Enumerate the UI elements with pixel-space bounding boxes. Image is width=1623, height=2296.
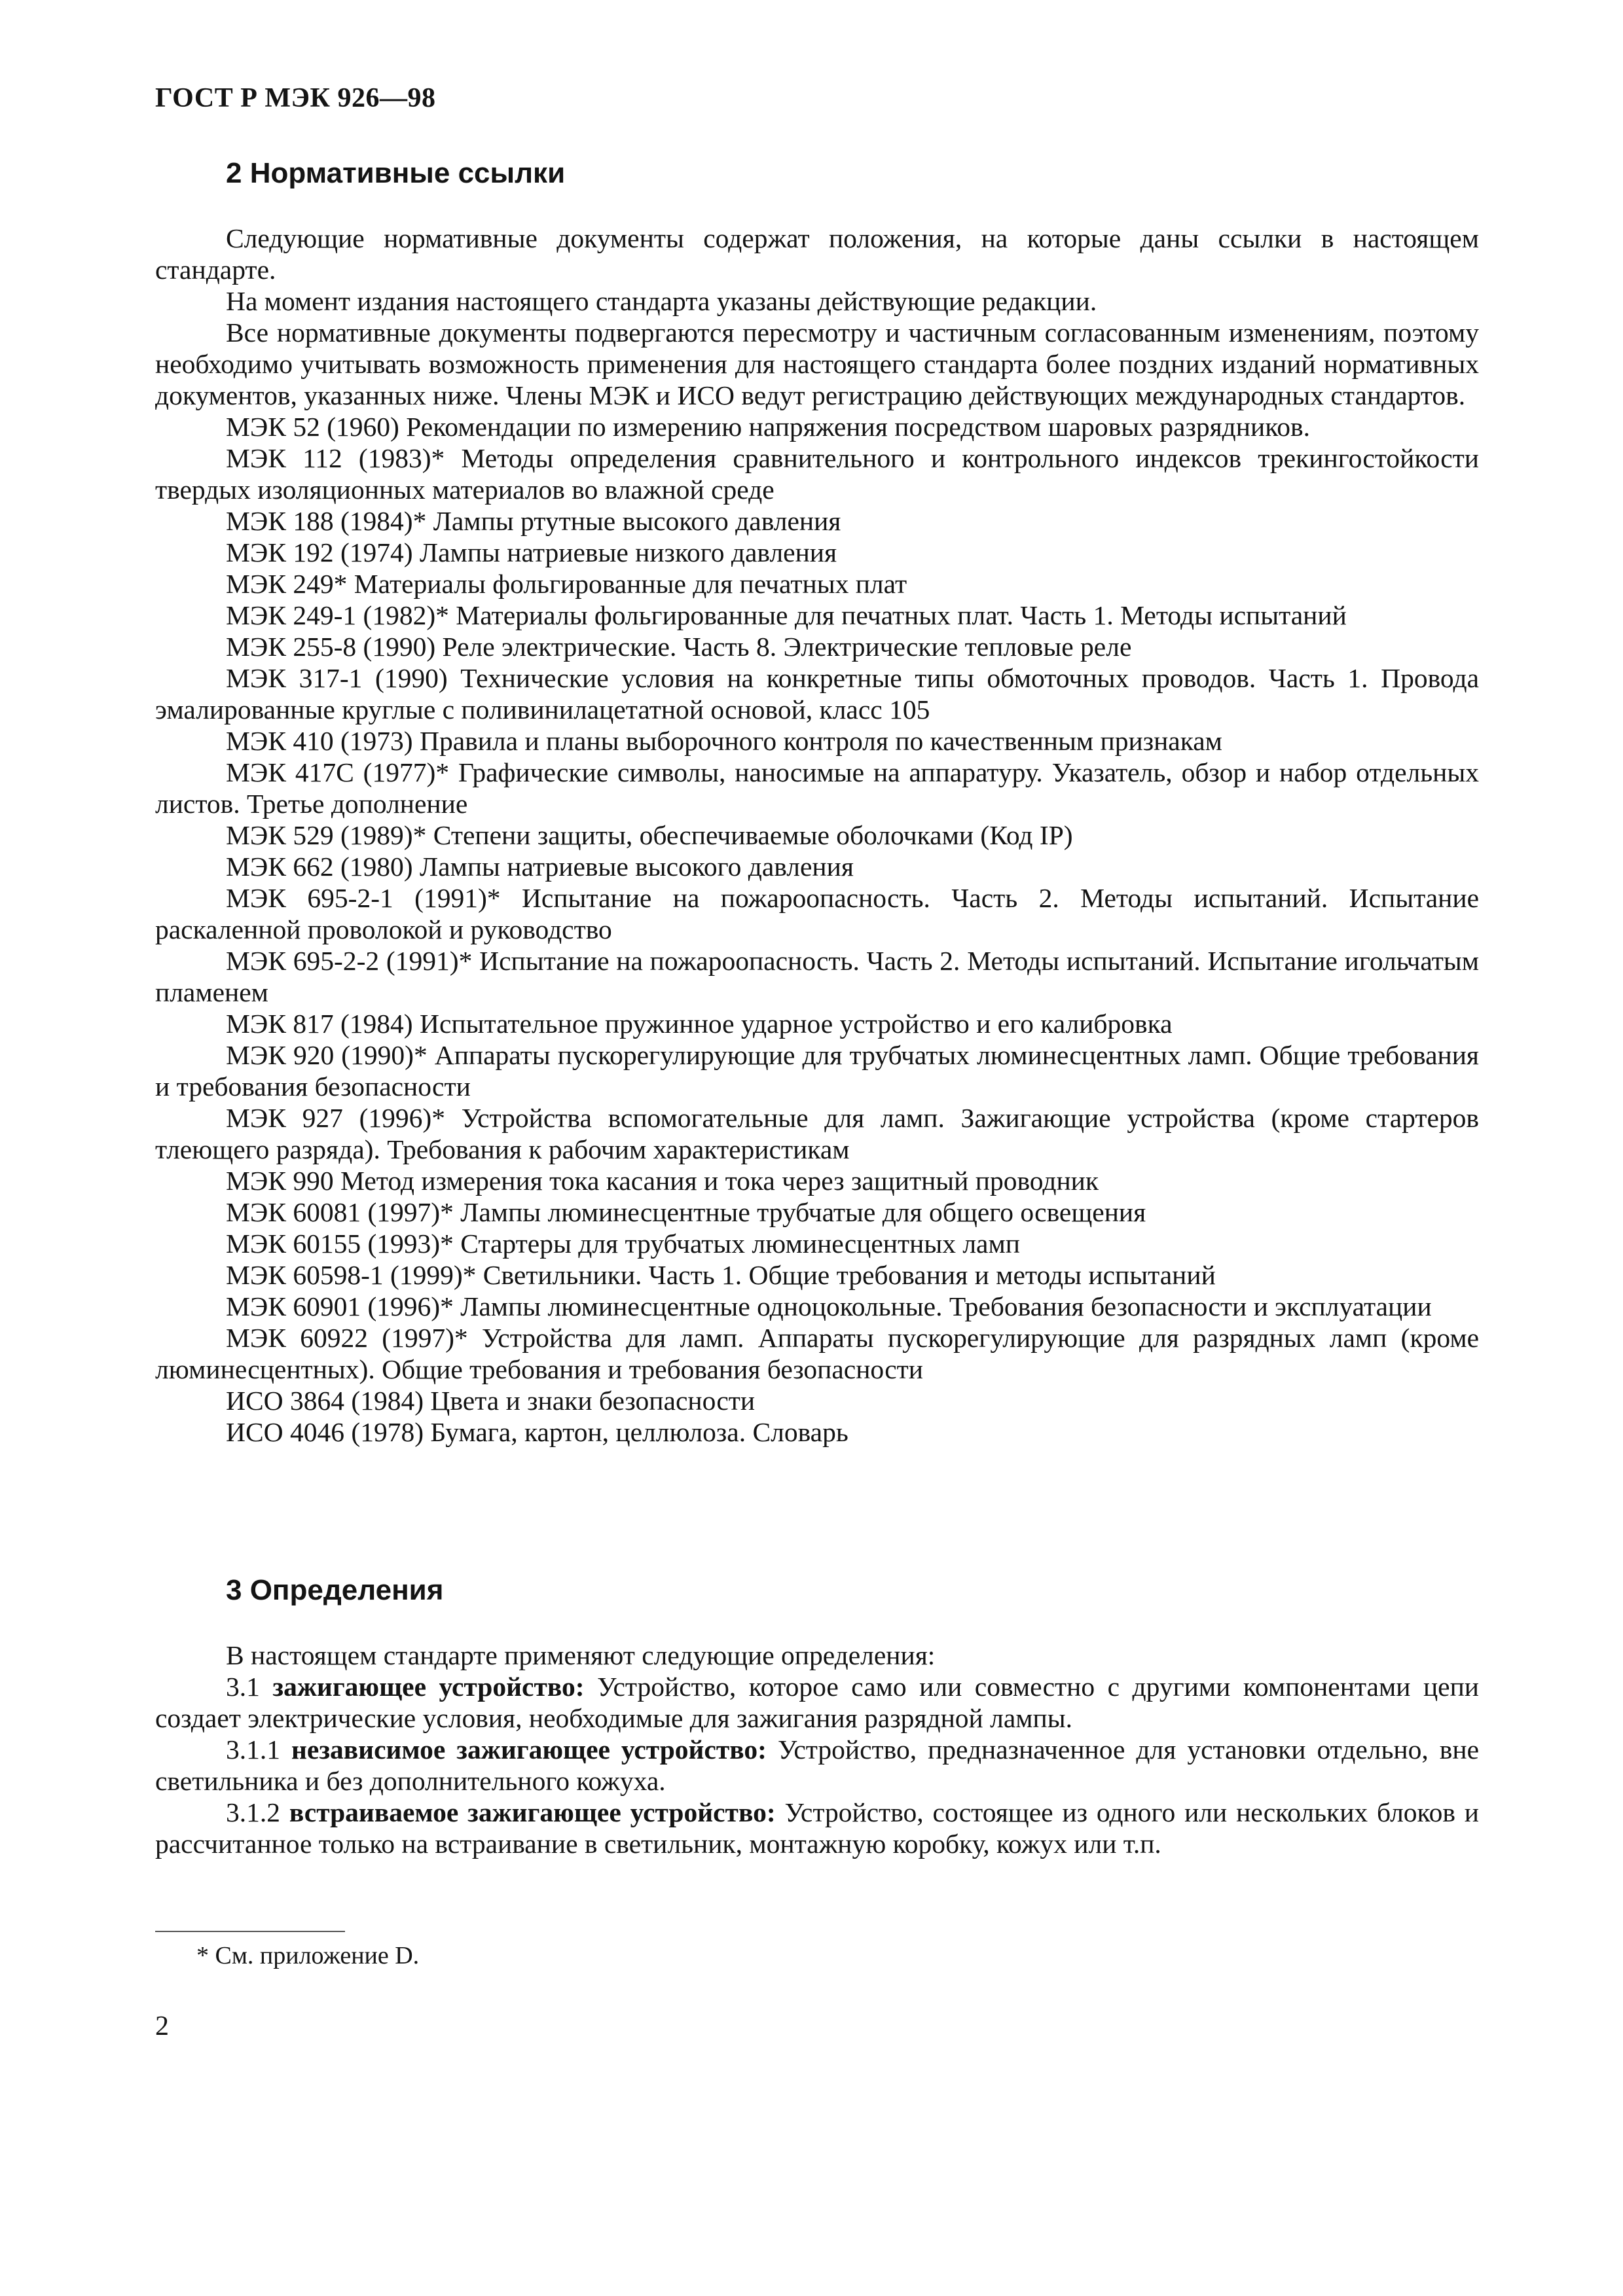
reference-item: МЭК 188 (1984)* Лампы ртутные высокого давления bbox=[226, 506, 841, 536]
reference-item: МЭК 317-1 (1990) Технические условия на конкретные типы обмоточных проводов. Часть 1. Провода эмалированные круглые с поливинилацетатной основой, класс 105 bbox=[155, 663, 1479, 725]
reference-item: МЭК 927 (1996)* Устройства вспомогательные для ламп. Зажигающие устройства (кроме стартеров тлеющего разряда). Требования к рабочим характеристикам bbox=[155, 1103, 1479, 1164]
reference-item: МЭК 60155 (1993)* Стартеры для трубчатых люминесцентных ламп bbox=[226, 1229, 1020, 1259]
definition-number: 3.1 bbox=[226, 1672, 260, 1702]
page-number: 2 bbox=[155, 2011, 169, 2041]
reference-item: МЭК 695-2-2 (1991)* Испытание на пожароопасность. Часть 2. Методы испытаний. Испытание игольчатым пламенем bbox=[155, 946, 1479, 1007]
reference-item: МЭК 817 (1984) Испытательное пружинное ударное устройство и его калибровка bbox=[226, 1009, 1173, 1039]
definition-item bbox=[155, 1671, 1479, 1734]
reference-item: МЭК 112 (1983)* Методы определения сравнительного и контрольного индексов трекингостойкости твердых изоляционных материалов во влажной среде bbox=[155, 443, 1479, 505]
section-2-body bbox=[155, 223, 1479, 1448]
definition-term: зажигающее устройство: bbox=[272, 1672, 585, 1702]
reference-item: МЭК 249-1 (1982)* Материалы фольгированные для печатных плат. Часть 1. Методы испытаний bbox=[226, 600, 1347, 630]
paragraph: Все нормативные документы подвергаются пересмотру и частичным согласованным изменениям, поэтому необходимо учитывать возможность применения для настоящего стандарта более поздних изданий нормативных документов, указанных ниже. Члены МЭК и ИСО ведут регистрацию действующих международных стандартов. bbox=[155, 317, 1479, 410]
section-3-body bbox=[155, 1640, 1479, 1859]
definition-text: Устройство, которое само или совместно с другими компонентами цепи создает электрические условия, необходимые для зажигания разрядной лампы. bbox=[155, 1672, 1479, 1733]
definition-number: 3.1.1 bbox=[226, 1734, 280, 1765]
reference-item: МЭК 417С (1977)* Графические символы, наносимые на аппаратуру. Указатель, обзор и набор отдельных листов. Третье дополнение bbox=[155, 757, 1479, 819]
reference-item: МЭК 410 (1973) Правила и планы выборочного контроля по качественным признакам bbox=[226, 726, 1222, 756]
footnote: * См. приложение D. bbox=[196, 1942, 420, 1969]
section-2-title: 2 Нормативные ссылки bbox=[226, 157, 566, 189]
paragraph: На момент издания настоящего стандарта указаны действующие редакции. bbox=[226, 286, 1097, 316]
paragraph: Следующие нормативные документы содержат положения, на которые даны ссылки в настоящем стандарте. bbox=[155, 223, 1479, 285]
definition-number: 3.1.2 bbox=[226, 1797, 280, 1827]
reference-item: МЭК 52 (1960) Рекомендации по измерению напряжения посредством шаровых разрядников. bbox=[226, 412, 1310, 442]
reference-item: МЭК 60901 (1996)* Лампы люминесцентные одноцокольные. Требования безопасности и эксплуатации bbox=[226, 1291, 1432, 1321]
reference-item: МЭК 662 (1980) Лампы натриевые высокого давления bbox=[226, 852, 854, 882]
definition-item bbox=[155, 1797, 1479, 1859]
reference-item: ИСО 3864 (1984) Цвета и знаки безопасности bbox=[226, 1386, 756, 1416]
reference-item: МЭК 529 (1989)* Степени защиты, обеспечиваемые оболочками (Код IP) bbox=[226, 820, 1073, 850]
reference-item: МЭК 255-8 (1990) Реле электрические. Часть 8. Электрические тепловые реле bbox=[226, 632, 1132, 662]
reference-item: МЭК 249* Материалы фольгированные для печатных плат bbox=[226, 569, 907, 599]
paragraph: В настоящем стандарте применяют следующие определения: bbox=[226, 1640, 936, 1670]
definition-term: независимое зажигающее устройство: bbox=[291, 1734, 767, 1765]
reference-item: МЭК 60081 (1997)* Лампы люминесцентные трубчатые для общего освещения bbox=[226, 1197, 1146, 1227]
reference-item: МЭК 60922 (1997)* Устройства для ламп. Аппараты пускорегулирующие для разрядных ламп (кроме люминесцентных). Общие требования и требования безопасности bbox=[155, 1323, 1479, 1384]
definition-text: Устройство, состоящее из одного или нескольких блоков и рассчитанное только на встраивание в светильник, монтажную коробку, кожух или т.п. bbox=[155, 1797, 1480, 1859]
section-3-title: 3 Определения bbox=[226, 1574, 444, 1606]
running-header: ГОСТ Р МЭК 926—98 bbox=[155, 83, 436, 113]
reference-item: МЭК 990 Метод измерения тока касания и тока через защитный проводник bbox=[226, 1166, 1099, 1196]
definition-item bbox=[155, 1734, 1479, 1797]
reference-item: ИСО 4046 (1978) Бумага, картон, целлюлоза. Словарь bbox=[226, 1417, 848, 1447]
reference-item: МЭК 192 (1974) Лампы натриевые низкого давления bbox=[226, 537, 837, 567]
reference-item: МЭК 60598-1 (1999)* Светильники. Часть 1. Общие требования и методы испытаний bbox=[226, 1260, 1216, 1290]
definition-text: Устройство, предназначенное для установки отдельно, вне светильника и без дополнительного кожуха. bbox=[155, 1734, 1479, 1796]
reference-item: МЭК 695-2-1 (1991)* Испытание на пожароопасность. Часть 2. Методы испытаний. Испытание раскаленной проволокой и руководство bbox=[155, 883, 1479, 944]
definition-term: встраиваемое зажигающее устройство: bbox=[289, 1797, 776, 1827]
footnote-separator bbox=[155, 1931, 345, 1932]
reference-item: МЭК 920 (1990)* Аппараты пускорегулирующие для трубчатых люминесцентных ламп. Общие требования и требования безопасности bbox=[155, 1040, 1479, 1102]
